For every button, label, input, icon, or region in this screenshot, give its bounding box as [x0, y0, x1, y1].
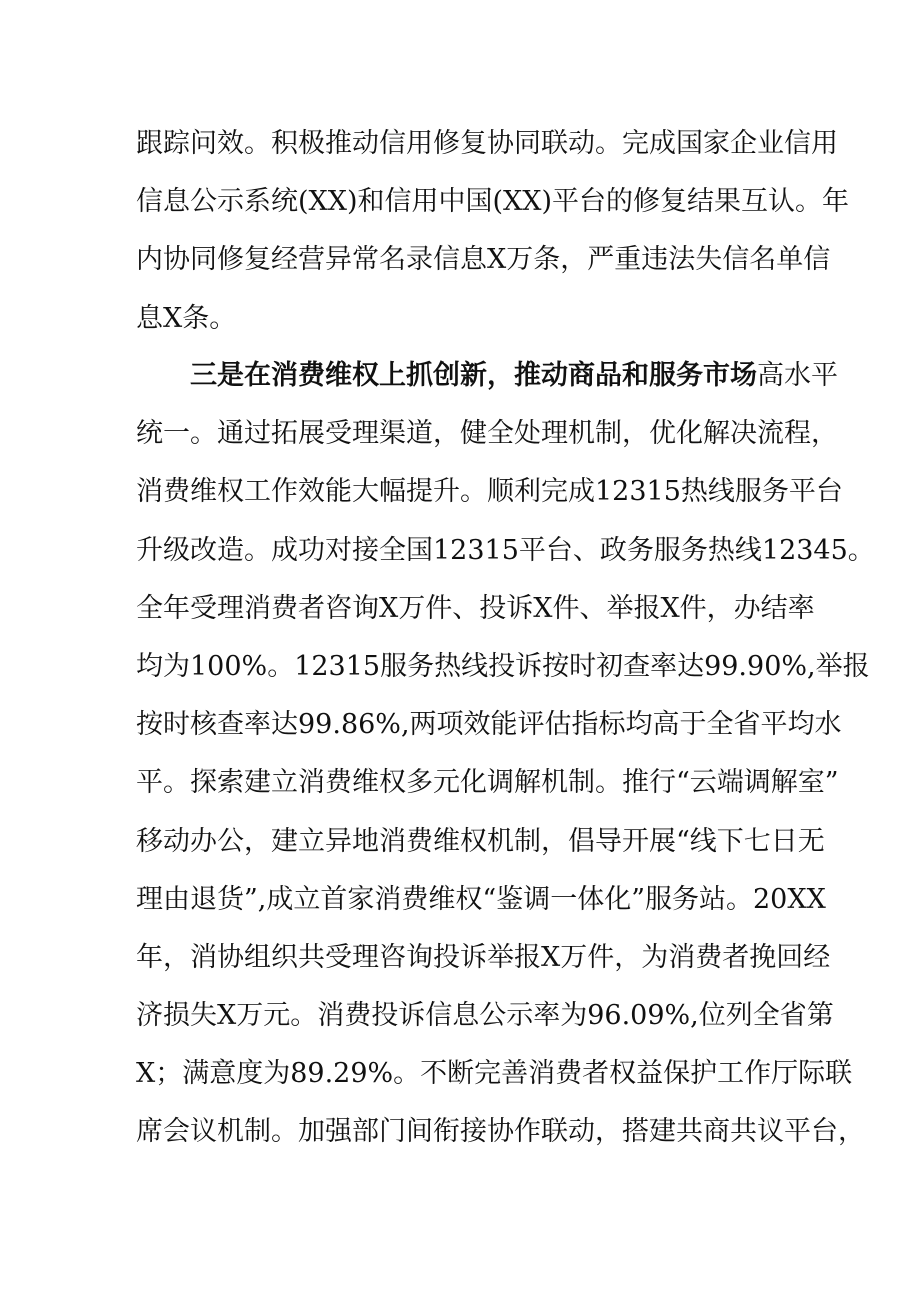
text-line: 均为100%。12315服务热线投诉按时初查率达99.90%,举报 — [136, 650, 870, 682]
paragraph-heading-line — [136, 347, 838, 405]
paragraph-heading-bold: 三是在消费维权上抓创新，推动商品和服务市场 — [190, 360, 757, 391]
text-line: 全年受理消费者咨询X万件、投诉X件、举报X件，办结率 — [136, 592, 815, 624]
text-line: 平。探索建立消费维权多元化调解机制。推行“云端调解室” — [136, 767, 839, 799]
text-line: 移动办公，建立异地消费维权机制，倡导开展“线下七日无 — [136, 825, 825, 857]
text-line: 济损失X万元。消费投诉信息公示率为96.09%,位列全省第 — [136, 1000, 834, 1032]
text-line: 理由退货”,成立首家消费维权“鉴调一体化”服务站。20XX — [136, 883, 826, 915]
text-line: 年，消协组织共受理咨询投诉举报X万件，为消费者挽回经 — [136, 941, 831, 973]
text-line: 信息公示系统(XX)和信用中国(XX)平台的修复结果互认。年 — [136, 186, 850, 218]
text-line: X；满意度为89.29%。不断完善消费者权益保护工作厅际联 — [136, 1058, 853, 1090]
paragraph-credit-repair — [136, 115, 850, 348]
paragraph-consumer-rights — [136, 347, 875, 1162]
text-line: 内协同修复经营异常名录信息X万条，严重违法失信名单信 — [136, 244, 831, 276]
text-line: 跟踪问效。积极推动信用修复协同联动。完成国家企业信用 — [136, 128, 838, 159]
text-line: 升级改造。成功对接全国12315平台、政务服务热线12345。 — [136, 534, 875, 566]
paragraph-heading-rest: 高水平 — [757, 360, 838, 391]
text-line: 消费维权工作效能大幅提升。顺利完成12315热线服务平台 — [136, 476, 843, 508]
text-line: 按时核查率达99.86%,两项效能评估指标均高于全省平均水 — [136, 709, 842, 741]
text-line: 统一。通过拓展受理渠道，健全处理机制，优化解决流程， — [136, 418, 838, 450]
text-line: 席会议机制。加强部门间衔接协作联动，搭建共商共议平台， — [136, 1116, 865, 1148]
text-line: 息X条。 — [136, 302, 237, 334]
